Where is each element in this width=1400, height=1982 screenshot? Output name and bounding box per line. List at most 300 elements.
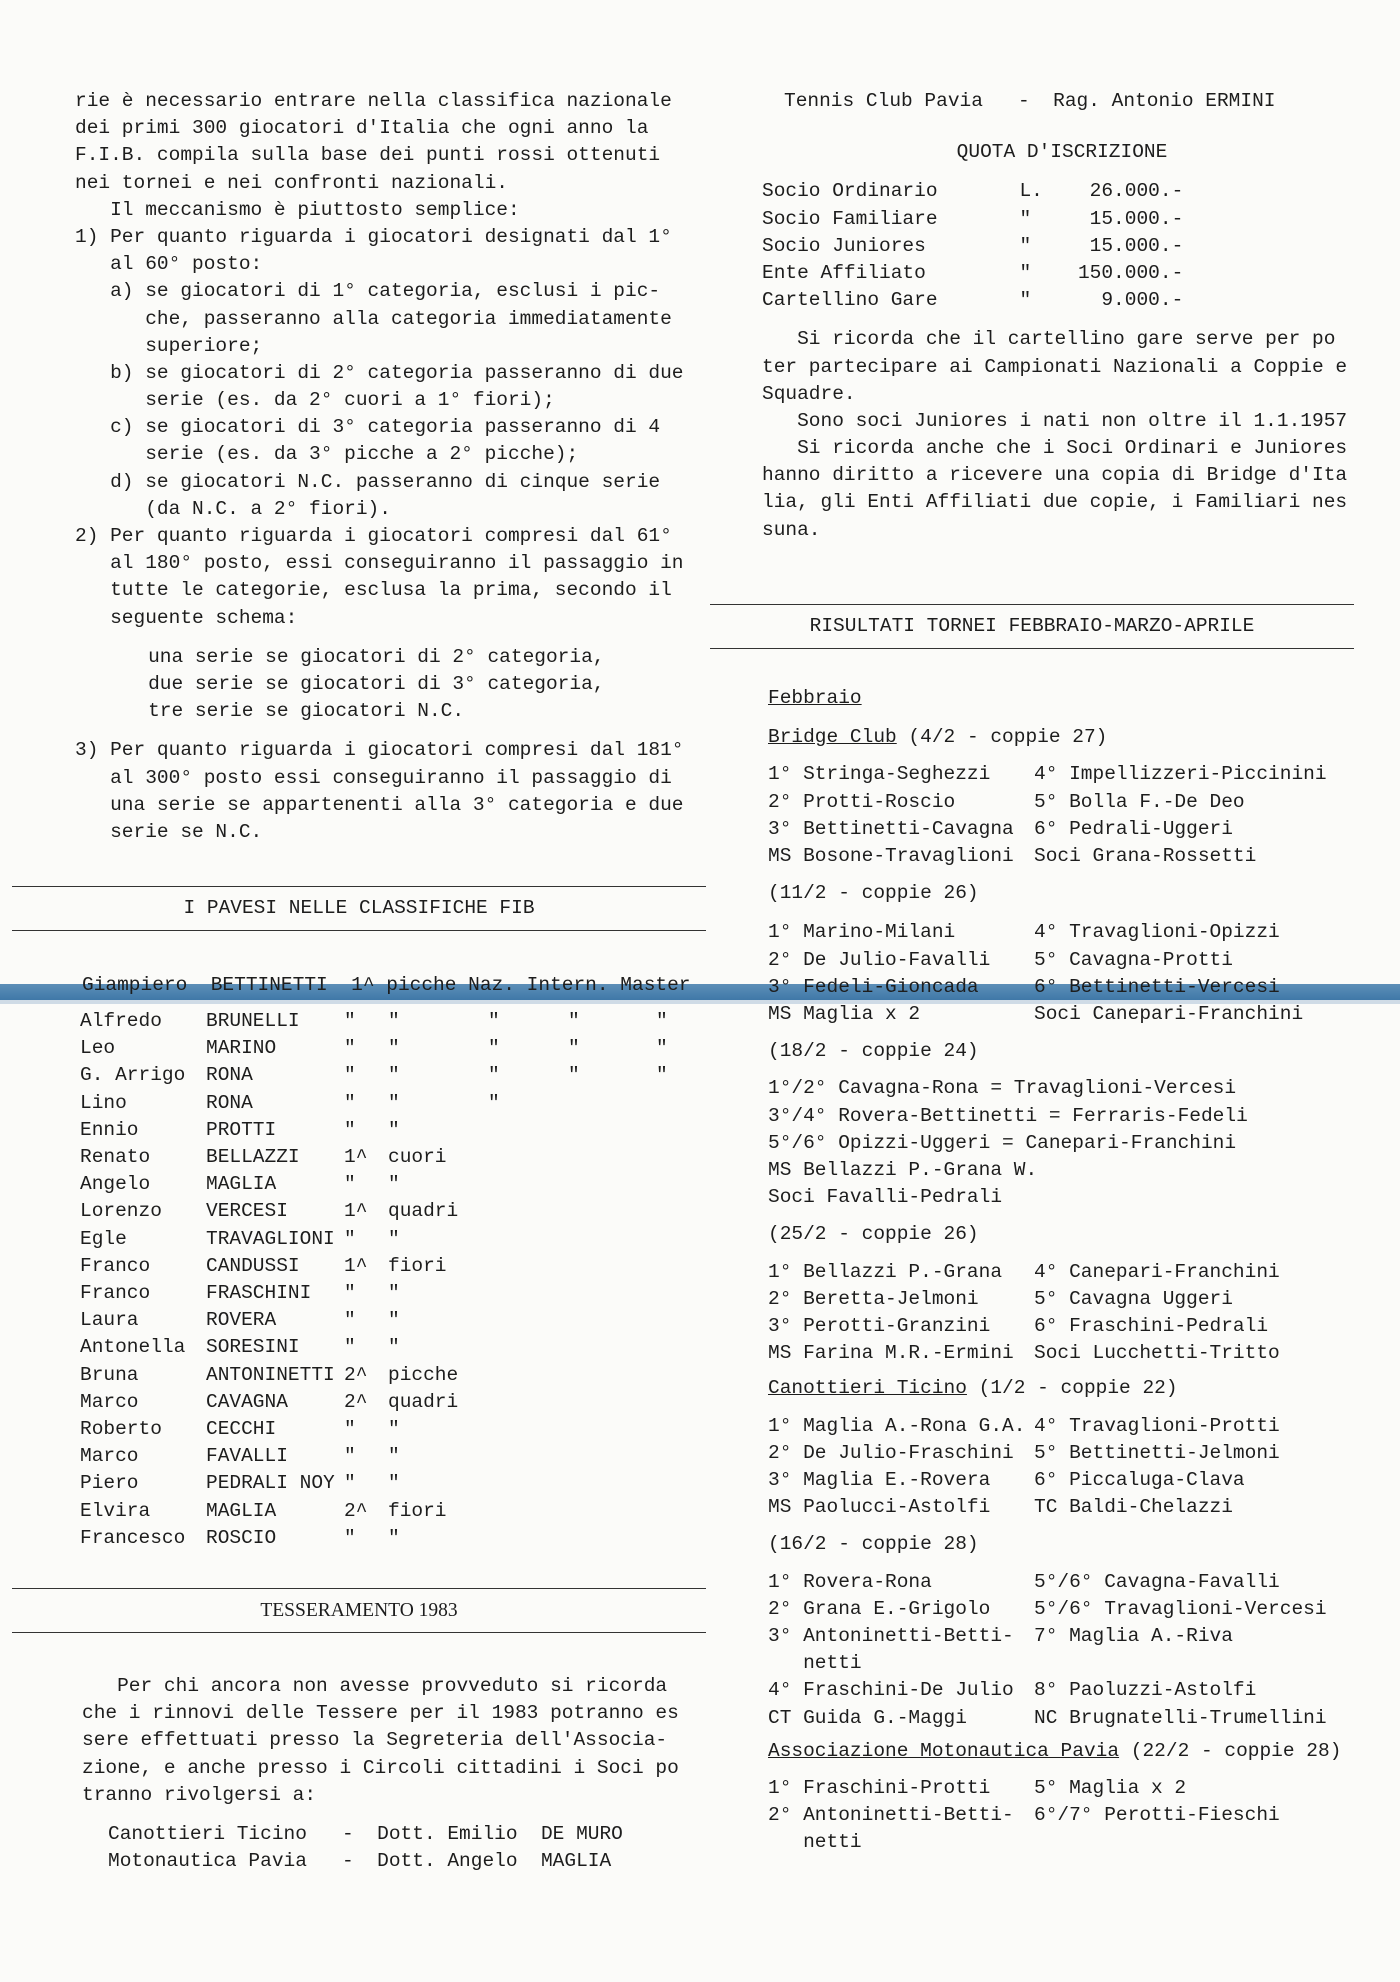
table-cell: ": [344, 1472, 356, 1495]
table-cell: Francesco: [80, 1526, 186, 1549]
table-cell: Renato: [80, 1146, 151, 1169]
result-cell: 6° Piccaluga-Clava: [1034, 1468, 1245, 1491]
result-cell: netti: [768, 1831, 862, 1854]
table-cell: MAGLIA: [206, 1173, 277, 1196]
table-row: [80, 1443, 716, 1470]
text-line: che i rinnovi delle Tessere per il 1983 potranno es: [82, 1702, 679, 1725]
table-cell: ": [568, 1064, 580, 1087]
table-cell: ": [344, 1418, 356, 1441]
table-cell: G. Arrigo: [80, 1064, 186, 1087]
table-row: [80, 1470, 716, 1497]
table-cell: Alfredo: [80, 1010, 162, 1032]
table-cell: ": [388, 1309, 400, 1332]
result-cell: [1034, 1829, 1280, 1856]
table-cell: TRAVAGLIONI: [206, 1227, 335, 1250]
table-cell: ": [488, 1010, 500, 1032]
text-line: tranno rivolgersi a:: [82, 1783, 317, 1806]
result-cell: 5° Bettinetti-Jelmoni: [1034, 1441, 1280, 1464]
result-row: [768, 1569, 1327, 1596]
result-cell: 5°/6° Travaglioni-Vercesi: [1034, 1597, 1327, 1620]
table-cell: Lino: [80, 1091, 127, 1114]
table-cell: [656, 1470, 716, 1497]
schema-line: una serie se giocatori di 2° categoria,: [113, 645, 605, 668]
quota-row: Socio Ordinario L. 26.000.-: [762, 180, 1184, 203]
table-cell: Marco: [80, 1445, 139, 1468]
table-cell: [656, 1090, 716, 1117]
risultati-section: [710, 596, 1354, 657]
table-cell: FRASCHINI: [206, 1282, 312, 1305]
result-line: 3°/4° Rovera-Bettinetti = Ferraris-Fedeli: [768, 1104, 1248, 1127]
section-rule: [12, 1632, 706, 1633]
result-cell: 2° Protti-Roscio: [768, 790, 956, 813]
table-cell: Franco: [80, 1282, 151, 1305]
table-cell: 1^: [344, 1146, 368, 1169]
risultati-body: [768, 685, 1368, 1857]
result-row: [768, 1286, 1280, 1313]
note-line: lia, gli Enti Affiliati due copie, i Familiari nes: [762, 491, 1348, 514]
table-row: [80, 1090, 716, 1117]
table-row: [80, 1280, 716, 1307]
schema-list: [75, 644, 715, 726]
quota-row: Ente Affiliato " 150.000.-: [762, 261, 1184, 284]
table-cell: ": [568, 1037, 580, 1060]
table-cell: [568, 1090, 656, 1117]
result-row: [768, 1802, 1280, 1829]
text-line: b) se giocatori di 2° categoria passeranno di due: [75, 361, 684, 384]
text-line: d) se giocatori N.C. passeranno di cinque serie: [75, 470, 661, 493]
table-cell: [568, 1498, 656, 1525]
quota-title: QUOTA D'ISCRIZIONE: [956, 141, 1168, 164]
table-cell: quadri: [388, 1390, 459, 1413]
table-cell: ": [388, 1064, 400, 1087]
classifiche-header-row: Giampiero BETTINETTI 1^ picche Naz. Intern. Master: [82, 974, 691, 996]
table-cell: ": [344, 1336, 356, 1359]
text-line: zione, e anche presso i Circoli cittadini i Soci po: [82, 1756, 679, 1779]
table-cell: ANTONINETTI: [206, 1363, 335, 1386]
classifiche-table: [80, 1008, 716, 1552]
result-cell: 6° Fraschini-Pedrali: [1034, 1314, 1269, 1337]
note-line: hanno diritto a ricevere una copia di Bridge d'Ita: [762, 464, 1348, 487]
text-line: F.I.B. compila sulla base dei punti rossi ottenuti: [75, 144, 661, 167]
result-line: 1°/2° Cavagna-Rona = Travaglioni-Vercesi: [768, 1077, 1237, 1100]
table-cell: [656, 1389, 716, 1416]
table-cell: [488, 1443, 568, 1470]
table-cell: ": [388, 1173, 400, 1196]
tesseramento-title: TESSERAMENTO 1983: [260, 1600, 458, 1621]
table-cell: [488, 1307, 568, 1334]
table-cell: ": [388, 1282, 400, 1305]
results-list: [768, 1075, 1368, 1211]
table-row: [80, 1362, 716, 1389]
table-cell: [656, 1253, 716, 1280]
table-cell: [568, 1362, 656, 1389]
table-cell: 2^: [344, 1390, 368, 1413]
table-cell: picche: [388, 1363, 459, 1386]
result-row: [768, 1259, 1280, 1286]
table-cell: [488, 1144, 568, 1171]
result-cell: MS Paolucci-Astolfi: [768, 1496, 991, 1519]
table-cell: ": [344, 1173, 356, 1196]
result-cell: 3° Bettinetti-Cavagna: [768, 817, 1014, 840]
result-cell: [1034, 1650, 1327, 1677]
results-table: [768, 1775, 1280, 1857]
table-cell: ": [344, 1010, 356, 1032]
result-cell: 3° Maglia E.-Rovera: [768, 1468, 991, 1491]
table-cell: [488, 1416, 568, 1443]
result-row: [768, 947, 1303, 974]
table-cell: 1^: [344, 1254, 368, 1277]
result-line: Soci Favalli-Pedrali: [768, 1186, 1003, 1209]
result-cell: 3° Antoninetti-Betti-: [768, 1624, 1014, 1647]
result-row: [768, 1650, 1327, 1677]
table-cell: cuori: [388, 1146, 447, 1169]
table-cell: ": [488, 1064, 500, 1087]
section-rule: [710, 648, 1354, 649]
classifiche-section: [12, 878, 706, 939]
table-row: [80, 1253, 716, 1280]
table-row: [80, 1389, 716, 1416]
result-row: [768, 1677, 1327, 1704]
table-cell: [488, 1525, 568, 1552]
table-row: [80, 1334, 716, 1361]
note-line: Si ricorda che il cartellino gare serve per po: [762, 328, 1336, 351]
table-cell: [568, 1307, 656, 1334]
table-cell: [488, 1498, 568, 1525]
table-row: [80, 1416, 716, 1443]
table-cell: Roberto: [80, 1418, 162, 1441]
quota-notes: [762, 326, 1362, 544]
section-rule: [12, 930, 706, 931]
table-row: [80, 1226, 716, 1253]
result-cell: 5° Bolla F.-De Deo: [1034, 790, 1245, 813]
table-cell: [656, 1307, 716, 1334]
table-cell: ": [388, 1336, 400, 1359]
table-cell: [656, 1443, 716, 1470]
table-cell: Piero: [80, 1472, 139, 1495]
table-cell: ": [388, 1037, 400, 1060]
table-cell: RONA: [206, 1064, 253, 1087]
result-cell: Soci Grana-Rossetti: [1034, 844, 1257, 867]
table-cell: ": [388, 1227, 400, 1250]
text-line: (da N.C. a 2° fiori).: [75, 497, 391, 520]
table-row: [80, 1008, 716, 1035]
table-cell: ": [344, 1282, 356, 1305]
result-cell: 2° De Julio-Favalli: [768, 948, 991, 971]
result-cell: 2° Beretta-Jelmoni: [768, 1287, 979, 1310]
table-cell: ": [388, 1472, 400, 1495]
quota-row: Cartellino Gare " 9.000.-: [762, 289, 1184, 312]
table-cell: ": [344, 1037, 356, 1060]
text-line: seguente schema:: [75, 606, 298, 629]
table-row: [80, 1035, 716, 1062]
table-row: [80, 1117, 716, 1144]
result-row: [768, 1313, 1280, 1340]
result-row: [768, 1705, 1327, 1732]
table-cell: [568, 1198, 656, 1225]
result-line: 5°/6° Opizzi-Uggeri = Canepari-Franchini: [768, 1131, 1237, 1154]
text-line: Per chi ancora non avesse provveduto si ricorda: [82, 1675, 668, 1697]
table-cell: FAVALLI: [206, 1445, 288, 1468]
table-cell: [656, 1171, 716, 1198]
table-cell: [488, 1171, 568, 1198]
table-cell: fiori: [388, 1254, 447, 1277]
left-column-top: [75, 88, 715, 846]
table-cell: ": [388, 1118, 400, 1141]
results-table: [768, 1569, 1327, 1732]
result-cell: 1° Rovera-Rona: [768, 1570, 932, 1593]
table-cell: ": [656, 1064, 668, 1087]
table-cell: ": [344, 1064, 356, 1087]
table-cell: ": [344, 1445, 356, 1468]
table-row: [80, 1198, 716, 1225]
table-cell: MAGLIA: [206, 1499, 277, 1522]
table-cell: ": [568, 1010, 580, 1032]
result-row: [768, 1440, 1280, 1467]
text-line: serie (es. da 2° cuori a 1° fiori);: [75, 389, 555, 412]
results-table: [768, 919, 1303, 1028]
quota-row: Socio Familiare " 15.000.-: [762, 207, 1184, 230]
table-cell: Egle: [80, 1227, 127, 1250]
result-cell: MS Maglia x 2: [768, 1002, 921, 1025]
result-cell: CT Guida G.-Maggi: [768, 1706, 967, 1729]
table-cell: [568, 1280, 656, 1307]
result-cell: 6°/7° Perotti-Fieschi: [1034, 1804, 1280, 1827]
table-cell: [568, 1389, 656, 1416]
result-cell: netti: [768, 1652, 862, 1675]
table-cell: PEDRALI NOY: [206, 1472, 335, 1495]
table-cell: MARINO: [206, 1037, 277, 1060]
table-cell: [488, 1226, 568, 1253]
result-cell: 5° Maglia x 2: [1034, 1776, 1187, 1799]
classifiche-title: I PAVESI NELLE CLASSIFICHE FIB: [183, 897, 535, 919]
text-line: 1) Per quanto riguarda i giocatori designati dal 1°: [75, 225, 672, 248]
result-row: [768, 1596, 1327, 1623]
table-cell: [488, 1280, 568, 1307]
text-line: una serie se appartenenti alla 3° categoria e due: [75, 793, 684, 816]
text-line: serie (es. da 3° picche a 2° picche);: [75, 443, 579, 466]
table-cell: [568, 1117, 656, 1144]
schema-line: tre serie se giocatori N.C.: [113, 700, 465, 723]
table-cell: Bruna: [80, 1363, 139, 1386]
table-row: [80, 1144, 716, 1171]
table-cell: [656, 1334, 716, 1361]
note-line: suna.: [762, 518, 821, 541]
table-cell: [488, 1117, 568, 1144]
club-heading: Bridge Club (4/2 - coppie 27): [768, 726, 1108, 749]
result-cell: 4° Impellizzeri-Piccinini: [1034, 763, 1327, 786]
table-cell: [568, 1416, 656, 1443]
result-cell: 1° Bellazzi P.-Grana: [768, 1260, 1003, 1283]
result-row: [768, 1829, 1280, 1856]
section-rule: [12, 886, 706, 887]
table-cell: fiori: [388, 1499, 447, 1522]
table-cell: ": [488, 1091, 500, 1114]
table-cell: [568, 1470, 656, 1497]
table-cell: Marco: [80, 1390, 139, 1413]
result-cell: 3° Fedeli-Gioncada: [768, 975, 979, 998]
result-row: [768, 843, 1327, 870]
right-column-top: [762, 88, 1362, 544]
text-line: a) se giocatori di 1° categoria, esclusi i pic-: [75, 280, 661, 303]
result-cell: NC Brugnatelli-Trumellini: [1034, 1706, 1327, 1729]
table-cell: 2^: [344, 1499, 368, 1522]
result-row: [768, 974, 1303, 1001]
table-cell: Franco: [80, 1254, 151, 1277]
table-cell: Lorenzo: [80, 1200, 162, 1223]
result-cell: 3° Perotti-Granzini: [768, 1314, 991, 1337]
result-cell: Soci Lucchetti-Tritto: [1034, 1342, 1280, 1365]
table-cell: [488, 1334, 568, 1361]
table-cell: [568, 1226, 656, 1253]
table-cell: [656, 1525, 716, 1552]
intro-text: [75, 88, 715, 632]
result-row: [768, 1340, 1280, 1367]
club-heading: Associazione Motonautica Pavia (22/2 - coppie 28): [768, 1739, 1342, 1762]
table-cell: Leo: [80, 1037, 116, 1060]
result-cell: 2° Grana E.-Grigolo: [768, 1597, 991, 1620]
section-rule: [710, 604, 1354, 605]
table-cell: CECCHI: [206, 1418, 277, 1441]
text-line: Il meccanismo è piuttosto semplice:: [75, 198, 520, 221]
text-line: al 60° posto:: [75, 253, 263, 276]
table-cell: [656, 1226, 716, 1253]
quota-row: Socio Juniores " 15.000.-: [762, 234, 1184, 257]
result-cell: 2° Antoninetti-Betti-: [768, 1804, 1014, 1827]
section-rule: [12, 1588, 706, 1589]
text-line: nei tornei e nei confronti nazionali.: [75, 171, 508, 194]
table-cell: ": [344, 1526, 356, 1549]
table-cell: [568, 1525, 656, 1552]
result-row: [768, 1413, 1280, 1440]
table-cell: [656, 1280, 716, 1307]
result-row: [768, 1467, 1280, 1494]
result-cell: 7° Maglia A.-Riva: [1034, 1624, 1233, 1647]
results-table: [768, 1259, 1280, 1368]
result-cell: 5° Cavagna Uggeri: [1034, 1287, 1233, 1310]
table-cell: ": [388, 1526, 400, 1549]
table-cell: [656, 1144, 716, 1171]
table-cell: PROTTI: [206, 1118, 277, 1141]
table-cell: [488, 1362, 568, 1389]
table-cell: Ennio: [80, 1118, 139, 1141]
result-cell: 8° Paoluzzi-Astolfi: [1034, 1679, 1257, 1702]
result-line: MS Bellazzi P.-Grana W.: [768, 1158, 1038, 1181]
text-line: 2) Per quanto riguarda i giocatori compresi dal 61°: [75, 525, 672, 547]
table-row: [80, 1498, 716, 1525]
table-cell: [488, 1389, 568, 1416]
month-heading: Febbraio: [768, 687, 862, 709]
result-cell: 6° Bettinetti-Vercesi: [1034, 975, 1280, 998]
table-row: [80, 1525, 716, 1552]
table-cell: [568, 1443, 656, 1470]
tournament-heading: (11/2 - coppie 26): [768, 882, 979, 905]
result-row: [768, 789, 1327, 816]
results-table: [768, 761, 1327, 870]
text-line: che, passeranno alla categoria immediatamente: [75, 307, 672, 330]
text-line: 3) Per quanto riguarda i giocatori compresi dal 181°: [75, 739, 684, 762]
result-cell: 4° Travaglioni-Opizzi: [1034, 921, 1280, 944]
result-cell: 1° Fraschini-Protti: [768, 1776, 991, 1799]
table-cell: ": [656, 1010, 668, 1032]
text-line: c) se giocatori di 3° categoria passeranno di 4: [75, 416, 661, 439]
table-cell: ": [388, 1418, 400, 1441]
result-row: [768, 816, 1327, 843]
result-cell: 1° Maglia A.-Rona G.A.: [768, 1414, 1026, 1437]
tournament-heading: (25/2 - coppie 26): [768, 1223, 979, 1246]
text-line: sere effettuati presso la Segreteria dell'Associa-: [82, 1729, 668, 1752]
result-row: [768, 919, 1303, 946]
table-cell: CAVAGNA: [206, 1390, 288, 1413]
table-cell: ": [344, 1091, 356, 1114]
table-cell: 1^: [344, 1200, 368, 1223]
table-cell: ROVERA: [206, 1309, 277, 1332]
result-cell: 1° Marino-Milani: [768, 921, 956, 944]
note-line: Squadre.: [762, 382, 856, 405]
result-cell: 4° Canepari-Franchini: [1034, 1260, 1280, 1283]
text-line: superiore;: [75, 334, 263, 357]
result-cell: 4° Travaglioni-Protti: [1034, 1414, 1280, 1437]
point-3: [75, 737, 715, 846]
table-cell: [488, 1470, 568, 1497]
text-line: serie se N.C.: [75, 820, 263, 843]
table-row: [80, 1171, 716, 1198]
tournament-heading: (18/2 - coppie 24): [768, 1040, 979, 1063]
table-cell: ": [388, 1091, 400, 1114]
text-line: tutte le categorie, esclusa la prima, secondo il: [75, 579, 672, 602]
table-cell: BELLAZZI: [206, 1146, 300, 1169]
table-cell: [656, 1416, 716, 1443]
schema-line: due serie se giocatori di 3° categoria,: [113, 672, 605, 695]
result-row: [768, 1775, 1280, 1802]
contact-line: Canottieri Ticino - Dott. Emilio DE MURO: [108, 1822, 623, 1845]
table-cell: [568, 1334, 656, 1361]
table-cell: ROSCIO: [206, 1526, 277, 1549]
table-cell: [488, 1198, 568, 1225]
result-cell: MS Farina M.R.-Ermini: [768, 1342, 1014, 1365]
quota-table: [762, 178, 1362, 314]
table-cell: [656, 1198, 716, 1225]
table-cell: ": [388, 1445, 400, 1468]
result-cell: 5°/6° Cavagna-Favalli: [1034, 1570, 1280, 1593]
tennis-club-contact: Tennis Club Pavia - Rag. Antonio ERMINI: [784, 90, 1276, 112]
table-cell: ": [344, 1118, 356, 1141]
result-row: [768, 1001, 1303, 1028]
results-table: [768, 1413, 1280, 1522]
table-cell: 2^: [344, 1363, 368, 1386]
note-line: Sono soci Juniores i nati non oltre il 1.1.1957: [762, 409, 1348, 432]
table-cell: [656, 1362, 716, 1389]
table-cell: SORESINI: [206, 1336, 300, 1359]
table-cell: ": [656, 1037, 668, 1060]
tournament-heading: (16/2 - coppie 28): [768, 1533, 979, 1556]
table-cell: [656, 1498, 716, 1525]
club-heading: Canottieri Ticino (1/2 - coppie 22): [768, 1377, 1178, 1400]
table-cell: ": [344, 1227, 356, 1250]
text-line: rie è necessario entrare nella classifica nazionale: [75, 90, 672, 112]
table-cell: [656, 1117, 716, 1144]
table-cell: Laura: [80, 1309, 139, 1332]
table-cell: ": [388, 1010, 400, 1032]
text-line: al 180° posto, essi conseguiranno il passaggio in: [75, 552, 684, 575]
tesseramento-text: [82, 1673, 712, 1875]
result-cell: 4° Fraschini-De Julio: [768, 1679, 1014, 1702]
table-cell: ": [344, 1309, 356, 1332]
table-row: [80, 1307, 716, 1334]
table-cell: BRUNELLI: [206, 1010, 300, 1032]
result-row: [768, 1494, 1280, 1521]
note-line: Si ricorda anche che i Soci Ordinari e Juniores: [762, 437, 1348, 460]
note-line: ter partecipare ai Campionati Nazionali a Coppie e: [762, 355, 1348, 378]
